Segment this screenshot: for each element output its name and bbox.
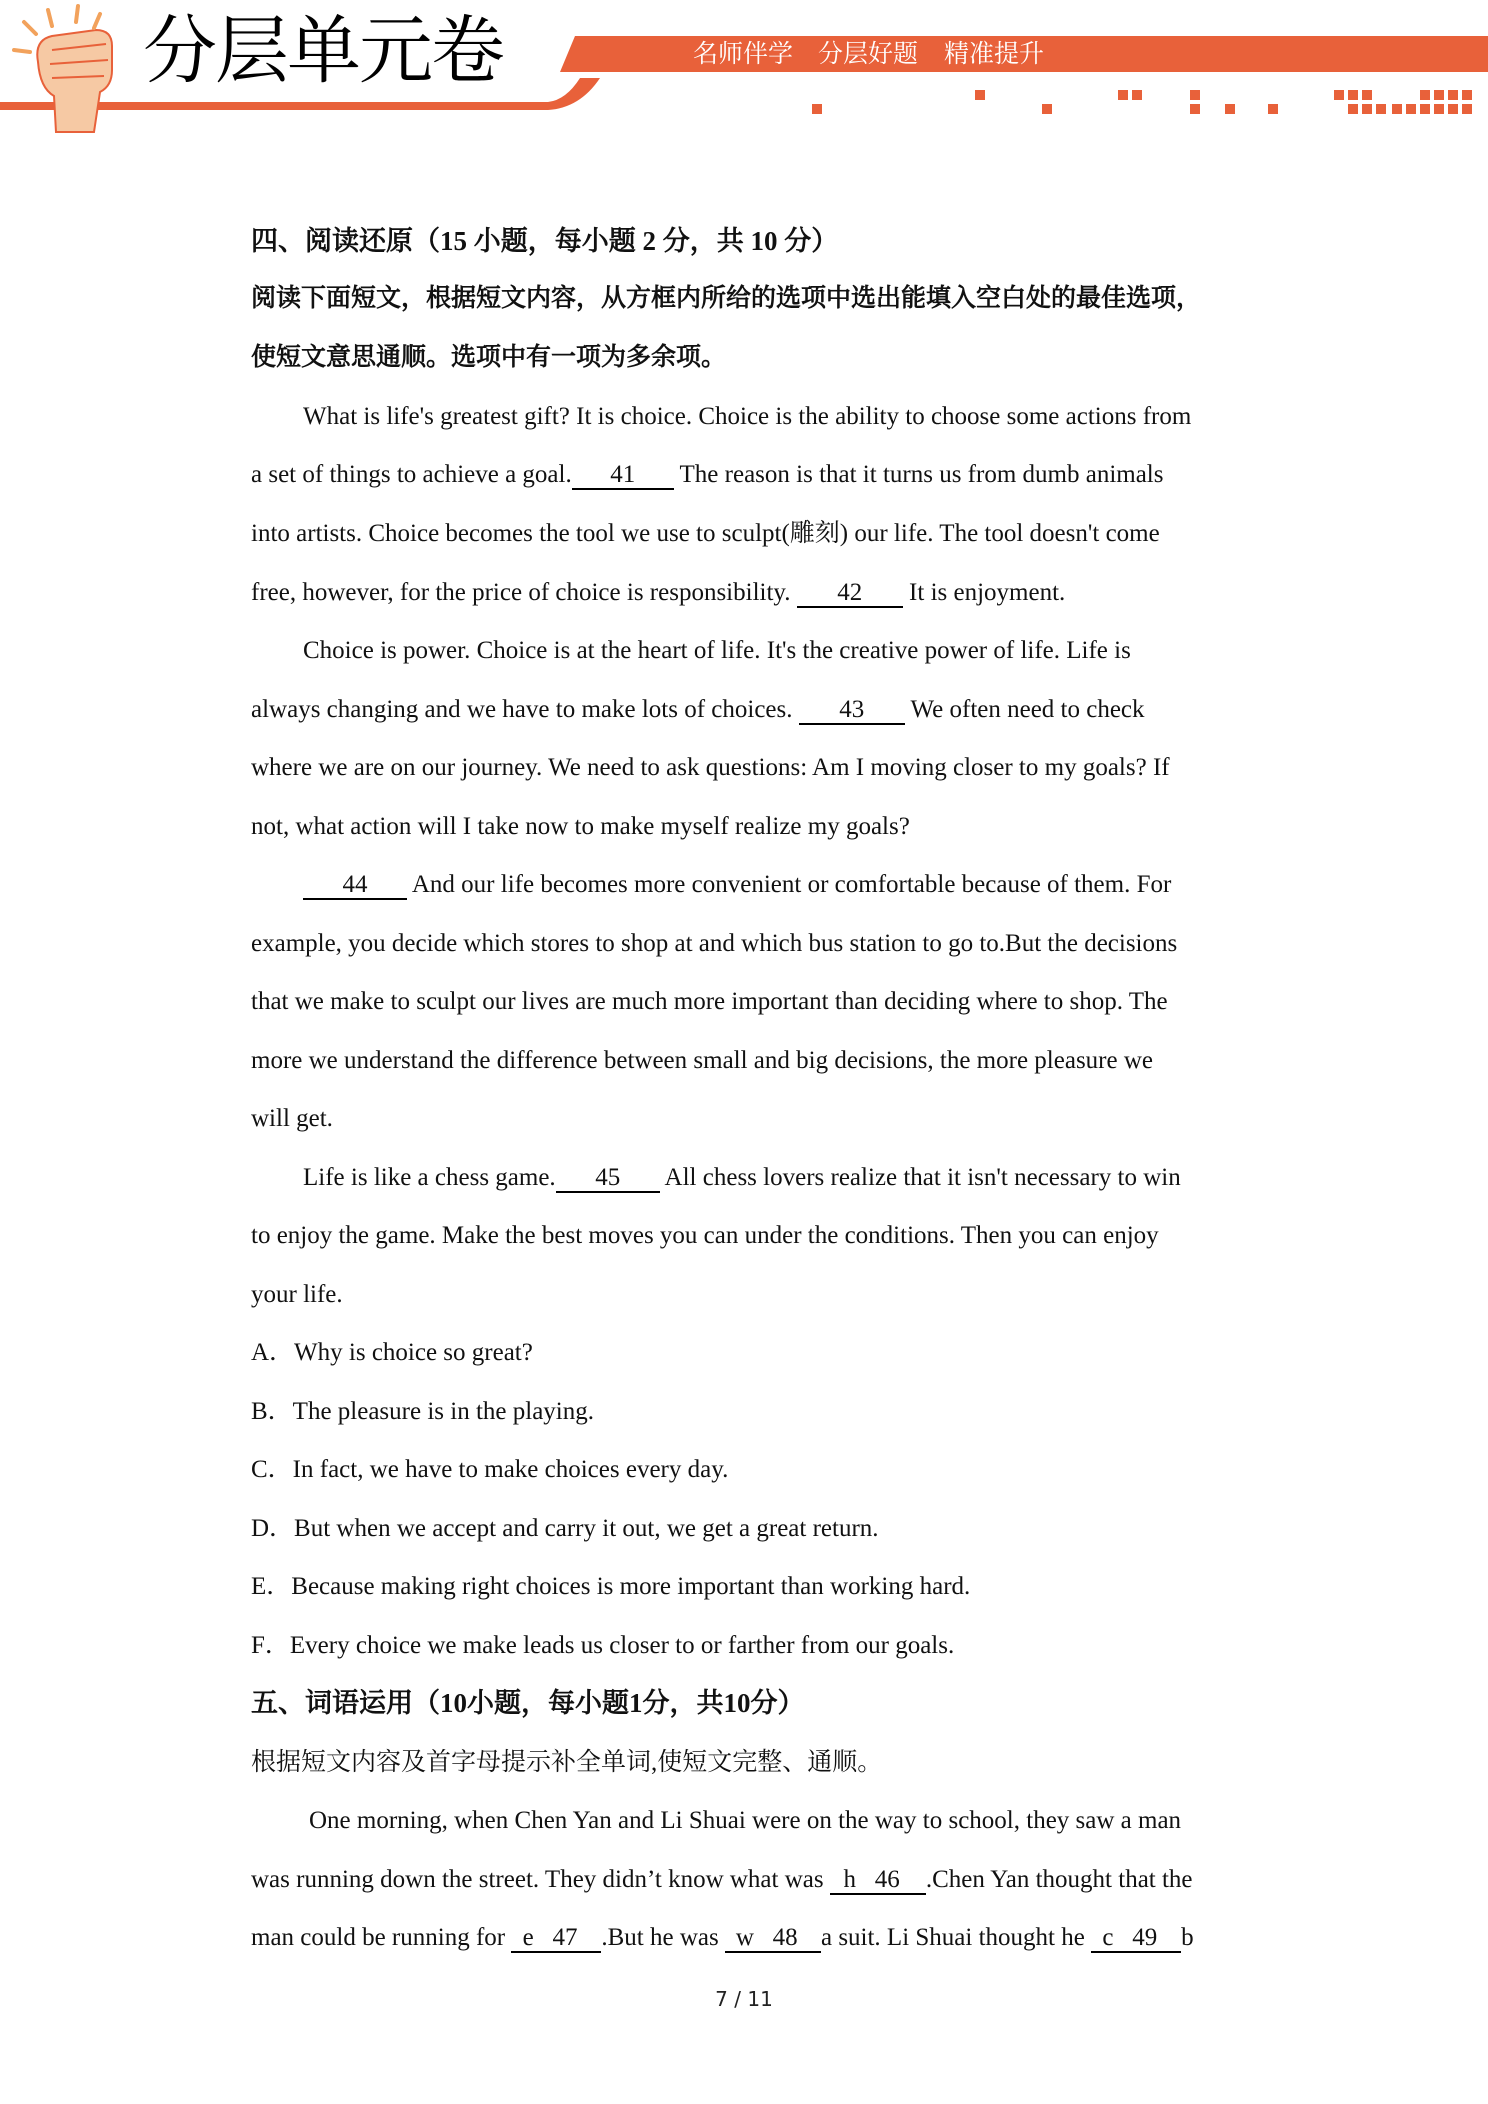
s5-line3: man could be running for e 47 .But he was w 48 a suit. Li Shuai thought he c 49 b (251, 1925, 1194, 1953)
option-f: F．Every choice we make leads us closer to or farther from our goals. (251, 1632, 955, 1659)
p3-line3: that we make to sculpt our lives are much more important than deciding where to shop. The (251, 988, 1168, 1015)
option-b: B．The pleasure is in the playing. (251, 1398, 594, 1425)
p2-line4: not, what action will I take now to make myself realize my goals? (251, 813, 910, 840)
slogan-3: 精准提升 (944, 39, 1045, 68)
blank-43[interactable]: 43 (799, 697, 905, 725)
p1-line1: What is life's greatest gift? It is choice. Choice is the ability to choose some actions from (303, 403, 1192, 430)
section5-instruction: 根据短文内容及首字母提示补全单词,使短文完整、通顺。 (251, 1749, 883, 1776)
s5-line1: One morning, when Chen Yan and Li Shuai were on the way to school, they saw a man (309, 1807, 1182, 1834)
section5-title: 五、词语运用（10小题，每小题1分，共10分） (251, 1688, 805, 1718)
blank-48[interactable]: w 48 (725, 1925, 821, 1953)
p4-line3: your life. (251, 1281, 343, 1308)
p1-line3: into artists. Choice becomes the tool we use to sculpt(雕刻) our life. The tool doesn't come (251, 520, 1160, 547)
blank-41[interactable]: 41 (572, 462, 674, 490)
p2-line3: where we are on our journey. We need to ask questions: Am I moving closer to my goals? If (251, 754, 1170, 781)
p4-line1: Life is like a chess game. 45 All chess lovers realize that it isn't necessary to win (303, 1165, 1181, 1193)
p3-line2: example, you decide which stores to shop at and which bus station to go to.But the decisions (251, 930, 1178, 957)
slogan-bar (0, 34, 1488, 74)
slogan-2: 分层好题 (818, 39, 919, 68)
p1-line4: free, however, for the price of choice is responsibility. 42 It is enjoyment. (251, 580, 1065, 608)
blank-47[interactable]: e 47 (511, 1925, 601, 1953)
section4-instruction-1: 阅读下面短文，根据短文内容，从方框内所给的选项中选出能填入空白处的最佳选项， (251, 285, 1202, 312)
p2-line2: always changing and we have to make lots of choices. 43 We often need to check (251, 697, 1145, 725)
section4-instruction-2: 使短文意思通顺。选项中有一项为多余项。 (251, 344, 727, 371)
p3-line4: more we understand the difference between small and big decisions, the more pleasure we (251, 1047, 1153, 1074)
p4-line2: to enjoy the game. Make the best moves you can under the conditions. Then you can enjoy (251, 1222, 1159, 1249)
p3-line1: 44 And our life becomes more convenient or comfortable because of them. For (303, 872, 1171, 900)
page-number: 7 / 11 (715, 1987, 773, 2011)
option-e: E．Because making right choices is more important than working hard. (251, 1573, 971, 1600)
p1-line2: a set of things to achieve a goal. 41 The reason is that it turns us from dumb animals (251, 462, 1163, 490)
blank-44[interactable]: 44 (303, 872, 407, 900)
option-a: A．Why is choice so great? (251, 1339, 533, 1366)
s5-line2: was running down the street. They didn’t know what was h 46 .Chen Yan thought that the (251, 1867, 1193, 1895)
option-c: C．In fact, we have to make choices every day. (251, 1456, 729, 1483)
section4-title: 四、阅读还原（15 小题，每小题 2 分，共 10 分） (251, 226, 839, 256)
slogan-1: 名师伴学 (693, 39, 794, 68)
option-d: D．But when we accept and carry it out, we get a great return. (251, 1515, 879, 1542)
page-header (0, 0, 1488, 150)
blank-49[interactable]: c 49 (1091, 1925, 1181, 1953)
blank-46[interactable]: h 46 (830, 1867, 926, 1895)
brand-title: 分层单元卷 (143, 8, 503, 94)
p2-line1: Choice is power. Choice is at the heart of life. It's the creative power of life. Life is (303, 637, 1131, 664)
blank-42[interactable]: 42 (797, 580, 903, 608)
p3-line5: will get. (251, 1105, 333, 1132)
blank-45[interactable]: 45 (556, 1165, 660, 1193)
